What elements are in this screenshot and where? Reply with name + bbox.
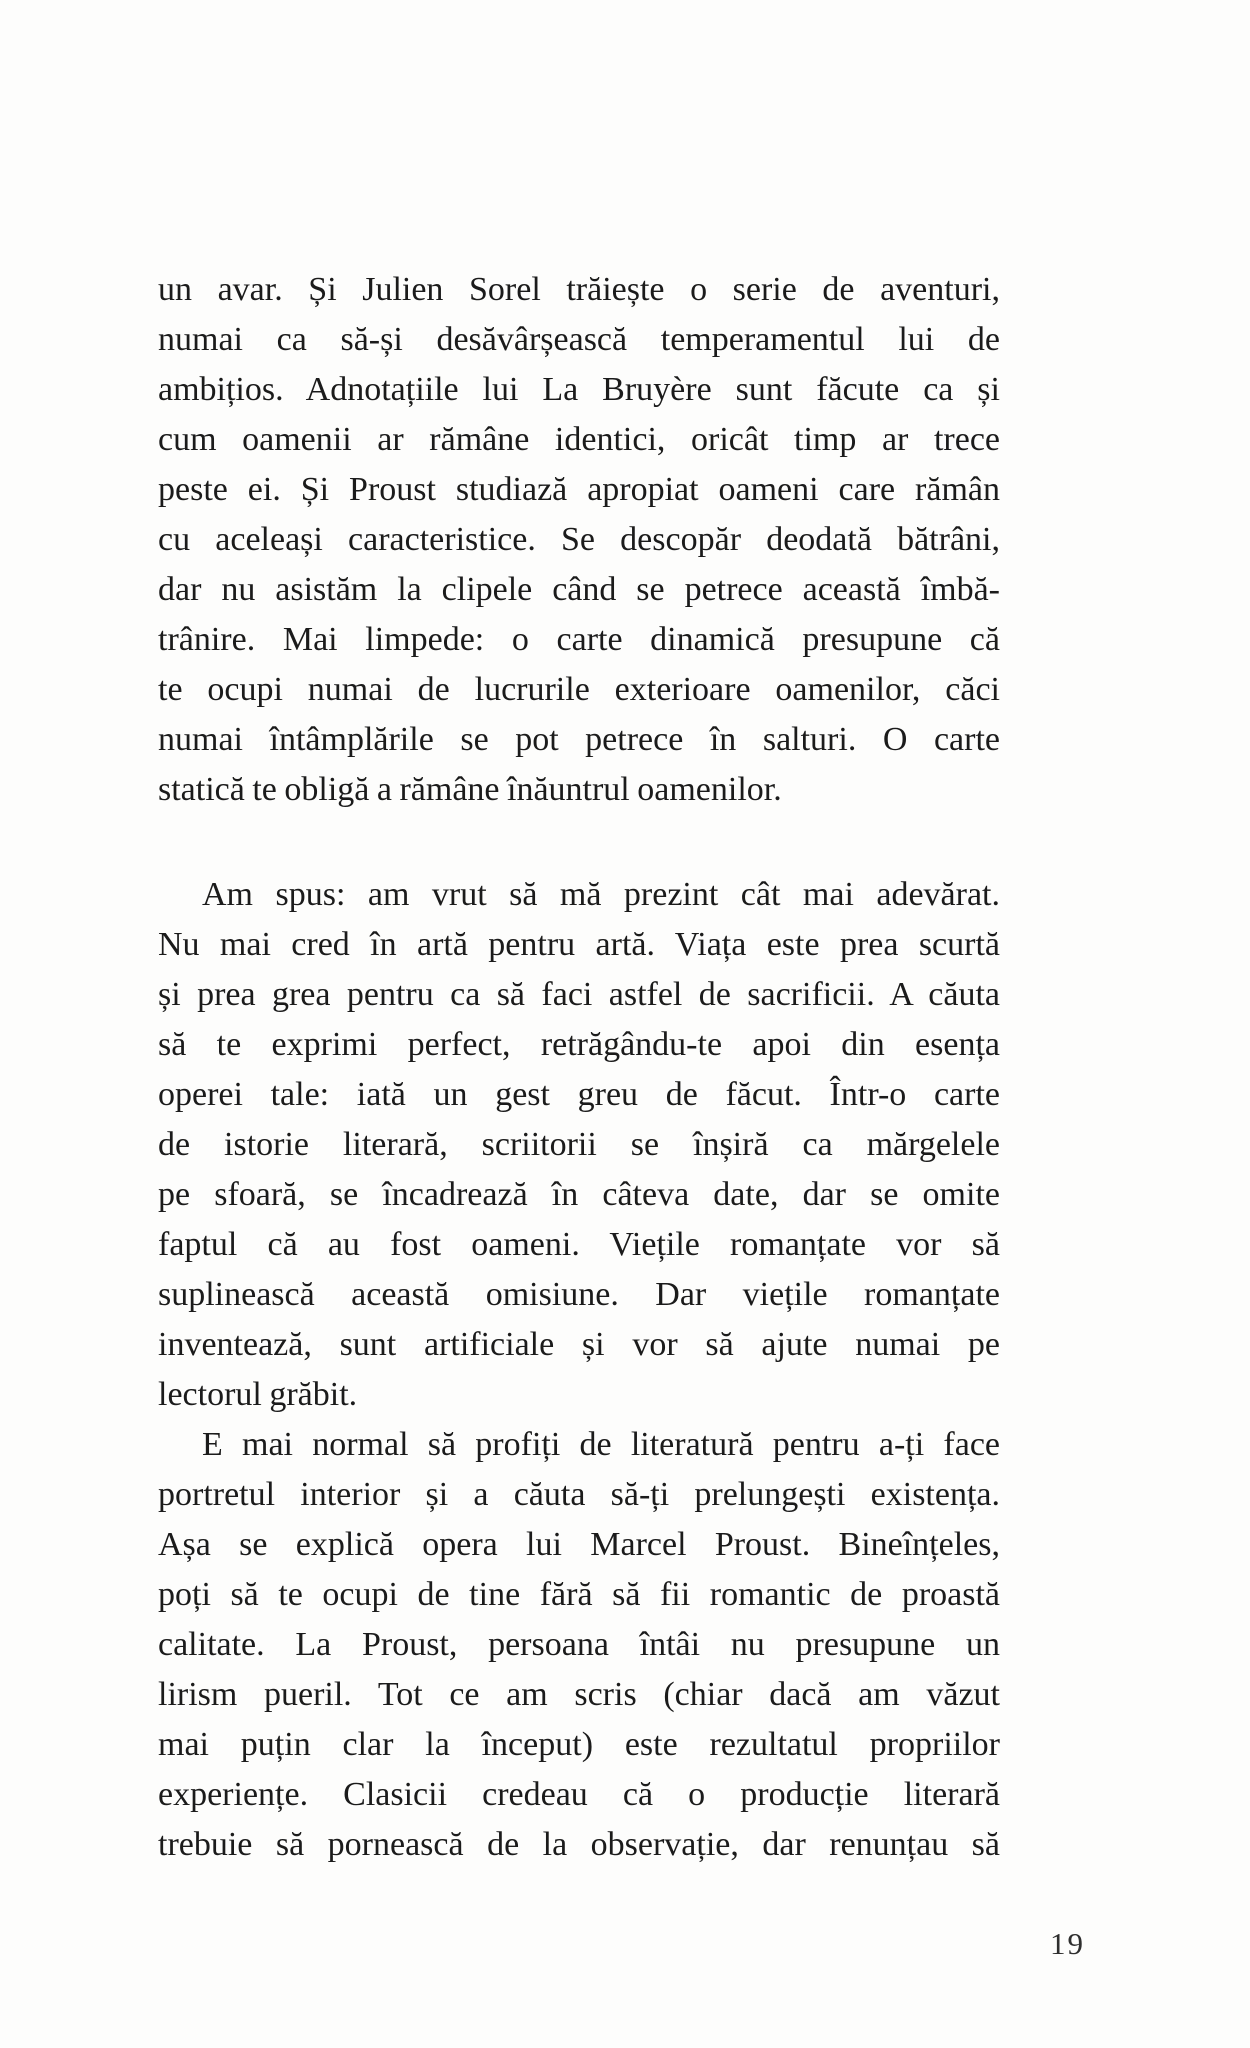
text-line: statică te obligă a rămâne înăuntrul oamenilor. [158,771,782,808]
text-line: Nu mai cred în artă pentru artă. Viața este prea scurtă [158,926,1000,963]
text-line: faptul că au fost oameni. Viețile romanțate vor să [158,1226,1000,1263]
text-line: Am spus: am vrut să mă prezint cât mai adevărat. [202,876,1000,913]
text-line: E mai normal să profiți de literatură pentru a-ți face [202,1426,1000,1463]
text-line: inventează, sunt artificiale și vor să ajute numai pe [158,1326,1000,1363]
text-line: cu aceleași caracteristice. Se descopăr deodată bătrâni, [158,521,1000,558]
text-line: trebuie să pornească de la observație, dar renunțau să [158,1826,1000,1863]
text-line: și prea grea pentru ca să faci astfel de sacrificii. A căuta [158,976,1000,1013]
text-line: te ocupi numai de lucrurile exterioare oamenilor, căci [158,671,1000,708]
text-line: numai ca să-și desăvârșească temperamentul lui de [158,321,1000,358]
text-line: suplinească această omisiune. Dar viețile romanțate [158,1276,1000,1313]
text-line: de istorie literară, scriitorii se înșiră ca mărgelele [158,1126,1000,1163]
text-line: ambițios. Adnotațiile lui La Bruyère sunt făcute ca și [158,371,1000,408]
text-line: cum oamenii ar rămâne identici, oricât timp ar trece [158,421,1000,458]
text-line: lirism pueril. Tot ce am scris (chiar dacă am văzut [158,1676,1000,1713]
text-line: poți să te ocupi de tine fără să fii romantic de proastă [158,1576,1000,1613]
page-number: 19 [1050,1926,1085,1961]
text-line: operei tale: iată un gest greu de făcut. Într-o carte [158,1076,1000,1113]
text-line: lectorul grăbit. [158,1376,358,1413]
page-text [158,265,1000,1870]
text-line: mai puțin clar la început) este rezultatul propriilor [158,1726,1000,1763]
text-line: trânire. Mai limpede: o carte dinamică presupune că [158,621,1000,658]
text-line: calitate. La Proust, persoana întâi nu presupune un [158,1626,1000,1663]
text-line: să te exprimi perfect, retrăgându-te apoi din esența [158,1026,1000,1063]
text-line: peste ei. Și Proust studiază apropiat oameni care rămân [158,471,1000,508]
text-line: pe sfoară, se încadrează în câteva date, dar se omite [158,1176,1000,1213]
text-line: portretul interior și a căuta să-ți prelungești existența. [158,1476,1000,1513]
text-line: un avar. Și Julien Sorel trăiește o serie de aventuri, [158,271,1000,308]
text-line: Așa se explică opera lui Marcel Proust. Bineînțeles, [158,1526,1000,1563]
text-line: numai întâmplările se pot petrece în salturi. O carte [158,721,1000,758]
text-line: experiențe. Clasicii credeau că o producție literară [158,1776,1000,1813]
text-line: dar nu asistăm la clipele când se petrece această îmbă- [158,571,1000,608]
